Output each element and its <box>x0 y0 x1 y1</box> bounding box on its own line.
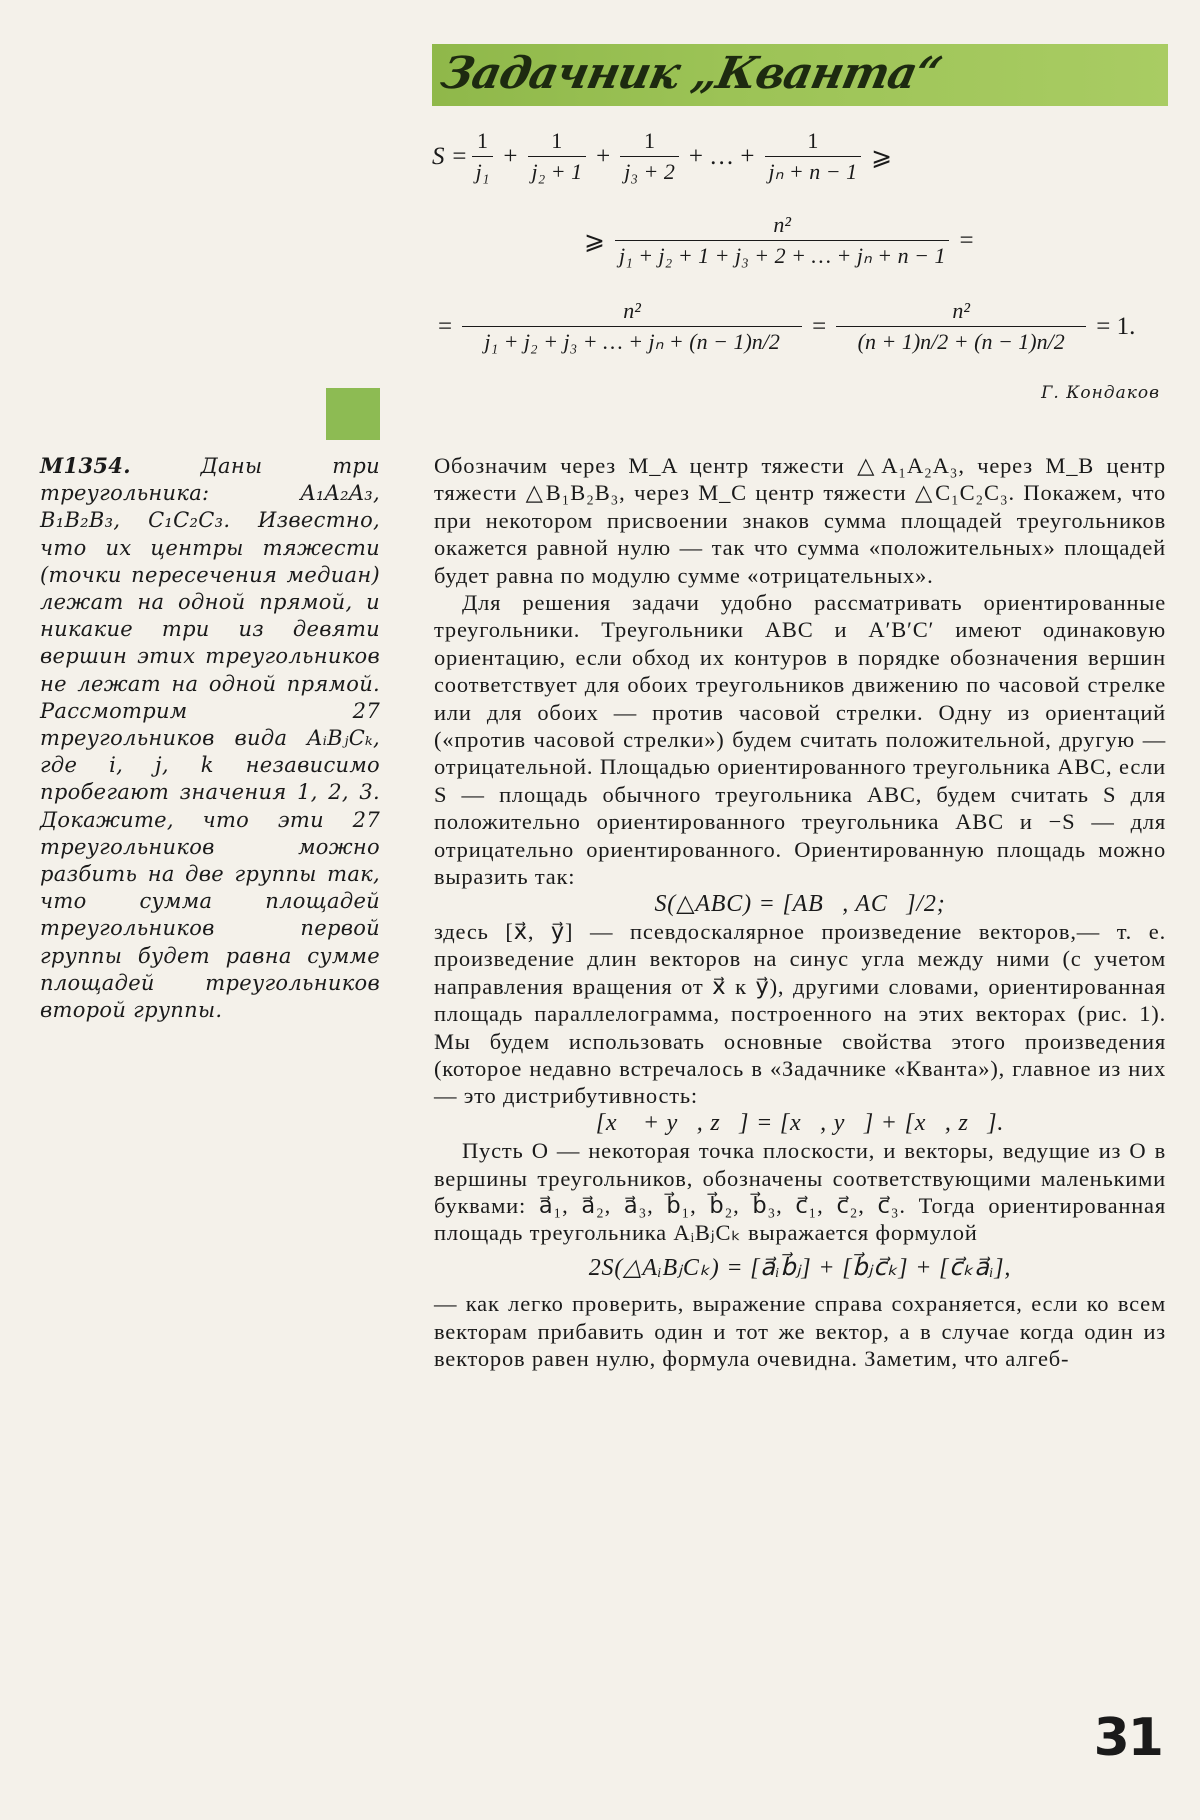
formula-oriented-area: S(△ABC) = [AB⃗, AC⃗]/2; <box>654 890 946 917</box>
author-signature: Г. Кондаков <box>1041 383 1160 403</box>
fraction: $\frac{\text{n²}}{\text{j₁ + j₂ + j₃ + … + jₙ + (n − 1)n/2}}$ <box>462 298 802 355</box>
fraction: $\frac{\text{n²}}{\text{j₁ + j₂ + 1 + j₃ + 2 + … + jₙ + n − 1}}$ <box>615 212 950 269</box>
problem-statement <box>40 452 380 1024</box>
paragraph: здесь [x⃗, y⃗] — псевдоскалярное произведение векторов,— т. е. произведение длин векторов на синус угла между ними (с учетом направления вращения от x⃗ к y⃗), другими словами, ориентированная площадь параллелограмма, построенного на этих векторах (рис. 1). Мы будем использовать основные свойства этого произведения (которое недавно встречалось в «Задачнике «Кванта»), главное из них — это дистрибутивность: <box>434 918 1166 1109</box>
formula-line-1: S = $\frac{1}{\text{j₁}}$ + $\frac{1}{\text{j₂ + 1}}$ + $\frac{1}{\text{j₃ + 2}}$ + … + $\frac{1}{\text{jₙ + n − 1}}$ ⩾ <box>432 128 893 184</box>
paragraph: Для решения задачи удобно рассматривать ориентированные треугольники. Треугольники ABC и A′B′C′ имеют одинаковую ориентацию, если обход их контуров в порядке обозначения вершин соответствует для обоих треугольников движению по часовой стрелке или для обоих — против часовой стрелки. Одну из ориентаций («против часовой стрелки») будем считать положительной, другую — отрицательной. Площадью ориентированного треугольника ABC, если S — площадь обычного треугольника ABC, будем считать S для положительно ориентированного треугольника ABC и −S — для отрицательно ориентированного. Ориентированную площадь можно выразить так: <box>434 590 1166 890</box>
fraction: $\frac{1}{\text{jₙ + n − 1}}$ <box>765 128 862 185</box>
solution-text <box>434 452 1166 1372</box>
problem-text: Даны три треугольника: A₁A₂A₃, B₁B₂B₃, C₁C₂C₃. Известно, что их центры тяжести (точки пересечения медиан) лежат на одной прямой, и никакие три из девяти вершин этих треугольников не лежат на одной прямой. Рассмотрим 27 треугольников вида AᵢBⱼCₖ, где i, j, k независимо пробегают значения 1, 2, 3. Докажите, что эти 27 треугольников можно разбить на две группы так, что сумма площадей треугольников первой группы будет равна сумме площадей треугольников второй группы. <box>40 454 380 1023</box>
formula-triangle-area: 2S(△AᵢBⱼCₖ) = [a⃗ᵢb⃗ⱼ] + [b⃗ⱼc⃗ₖ] + [c⃗ₖa⃗ᵢ], <box>588 1254 1012 1281</box>
formula-distributivity: [x⃗ + y⃗, z⃗] = [x⃗, y⃗] + [x⃗, z⃗]. <box>595 1109 1005 1136</box>
fraction: $\frac{\text{n²}}{(n + 1)n/2 + (n - 1)n/2}$ <box>836 298 1086 355</box>
fraction: $\frac{1}{\text{j₁}}$ <box>472 128 494 185</box>
fraction: $\frac{1}{\text{j₂ + 1}}$ <box>528 128 587 185</box>
formula-line-3: = $\frac{\text{n²}}{\text{j₁ + j₂ + j₃ + … + jₙ + (n − 1)n/2}}$ = $\frac{\text{n²}}{(n + 1)n/2 + (n - 1)n/2}$ = 1. <box>438 298 1136 354</box>
formula-lhs: S = <box>432 142 468 170</box>
paragraph: Обозначим через M_A центр тяжести △A₁A₂A₃, через M_B центр тяжести △B₁B₂B₃, через M_C центр тяжести △C₁C₂C₃. Покажем, что при некотором присвоении знаков сумма площадей треугольников окажется равной нулю — так что сумма «положительных» площадей будет равна по модулю сумме «отрицательных». <box>434 453 1166 588</box>
problem-number: М1354. <box>40 453 131 478</box>
formula-line-2: ⩾ $\frac{\text{n²}}{\text{j₁ + j₂ + 1 + j₃ + 2 + … + jₙ + n − 1}}$ = <box>584 212 974 268</box>
section-title: Задачник „Кванта“ <box>436 48 946 99</box>
decorative-green-square <box>326 388 380 440</box>
fraction: $\frac{1}{\text{j₃ + 2}}$ <box>620 128 679 185</box>
page-number: 31 <box>1093 1708 1162 1768</box>
section-banner <box>432 44 1168 106</box>
paragraph: Пусть O — некоторая точка плоскости, и векторы, ведущие из O в вершины треугольников, обозначены соответствующими маленькими буквами: a⃗₁, a⃗₂, a⃗₃, b⃗₁, b⃗₂, b⃗₃, c⃗₁, c⃗₂, c⃗₃. Тогда ориентированная площадь треугольника AᵢBⱼCₖ выражается формулой <box>434 1138 1166 1246</box>
paragraph: — как легко проверить, выражение справа сохраняется, если ко всем векторам прибавить один и тот же вектор, а в случае когда один из векторов равен нулю, формула очевидна. Заметим, что алгеб- <box>434 1291 1166 1371</box>
